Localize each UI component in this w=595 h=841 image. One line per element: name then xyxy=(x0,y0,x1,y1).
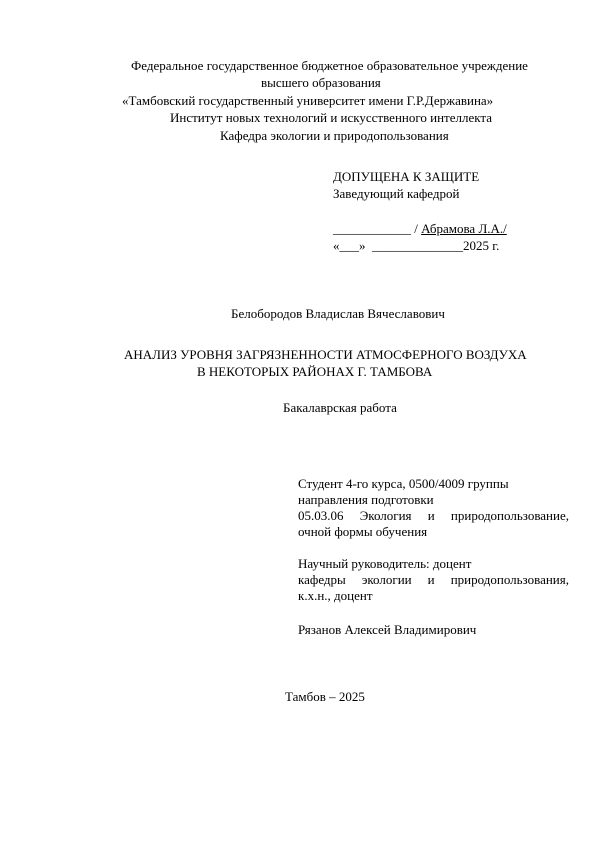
university-name: «Тамбовский государственный университет имени Г.Р.Державина» xyxy=(122,93,494,108)
date-month-blank: ______________ xyxy=(372,238,463,253)
city-year: Тамбов – 2025 xyxy=(285,689,365,704)
date-day-blank: «___» xyxy=(333,238,366,253)
student-direction-label: направления подготовки xyxy=(298,492,434,507)
thesis-title-line-1: АНАЛИЗ УРОВНЯ ЗАГРЯЗНЕННОСТИ АТМОСФЕРНОГО ВОЗДУХА xyxy=(124,347,527,362)
signature-slash: / xyxy=(411,221,422,236)
institute-name: Институт новых технологий и искусственного интеллекта xyxy=(170,110,492,125)
supervisor-name: Рязанов Алексей Владимирович xyxy=(298,622,477,637)
approval-title: ДОПУЩЕНА К ЗАЩИТЕ xyxy=(333,169,480,184)
thesis-title-line-2: В НЕКОТОРЫХ РАЙОНАХ Г. ТАМБОВА xyxy=(197,364,433,379)
approval-year: 2025 г. xyxy=(463,238,500,253)
supervisor-department: кафедры экологии и природопользования, xyxy=(298,572,569,587)
approval-position: Заведующий кафедрой xyxy=(333,186,460,201)
student-study-form: очной формы обучения xyxy=(298,524,428,539)
org-line-1: Федеральное государственное бюджетное образовательное учреждение xyxy=(131,58,528,73)
author-name: Белобородов Владислав Вячеславович xyxy=(231,306,445,321)
student-info xyxy=(298,476,569,540)
approval-date-line xyxy=(333,238,499,254)
student-course-group: Студент 4-го курса, 0500/4009 группы xyxy=(298,476,509,491)
supervisor-info xyxy=(298,556,569,604)
org-line-2: высшего образования xyxy=(261,75,381,90)
signature-blank: ____________ xyxy=(333,221,411,236)
student-direction: 05.03.06 Экология и природопользование, xyxy=(298,508,569,523)
thesis-type: Бакалаврская работа xyxy=(283,400,397,415)
supervisor-degree: к.х.н., доцент xyxy=(298,588,373,603)
department-name: Кафедра экологии и природопользования xyxy=(220,128,449,143)
signature-line xyxy=(333,221,507,237)
department-head-name: Абрамова Л.А./ xyxy=(421,221,507,236)
supervisor-title: Научный руководитель: доцент xyxy=(298,556,472,571)
